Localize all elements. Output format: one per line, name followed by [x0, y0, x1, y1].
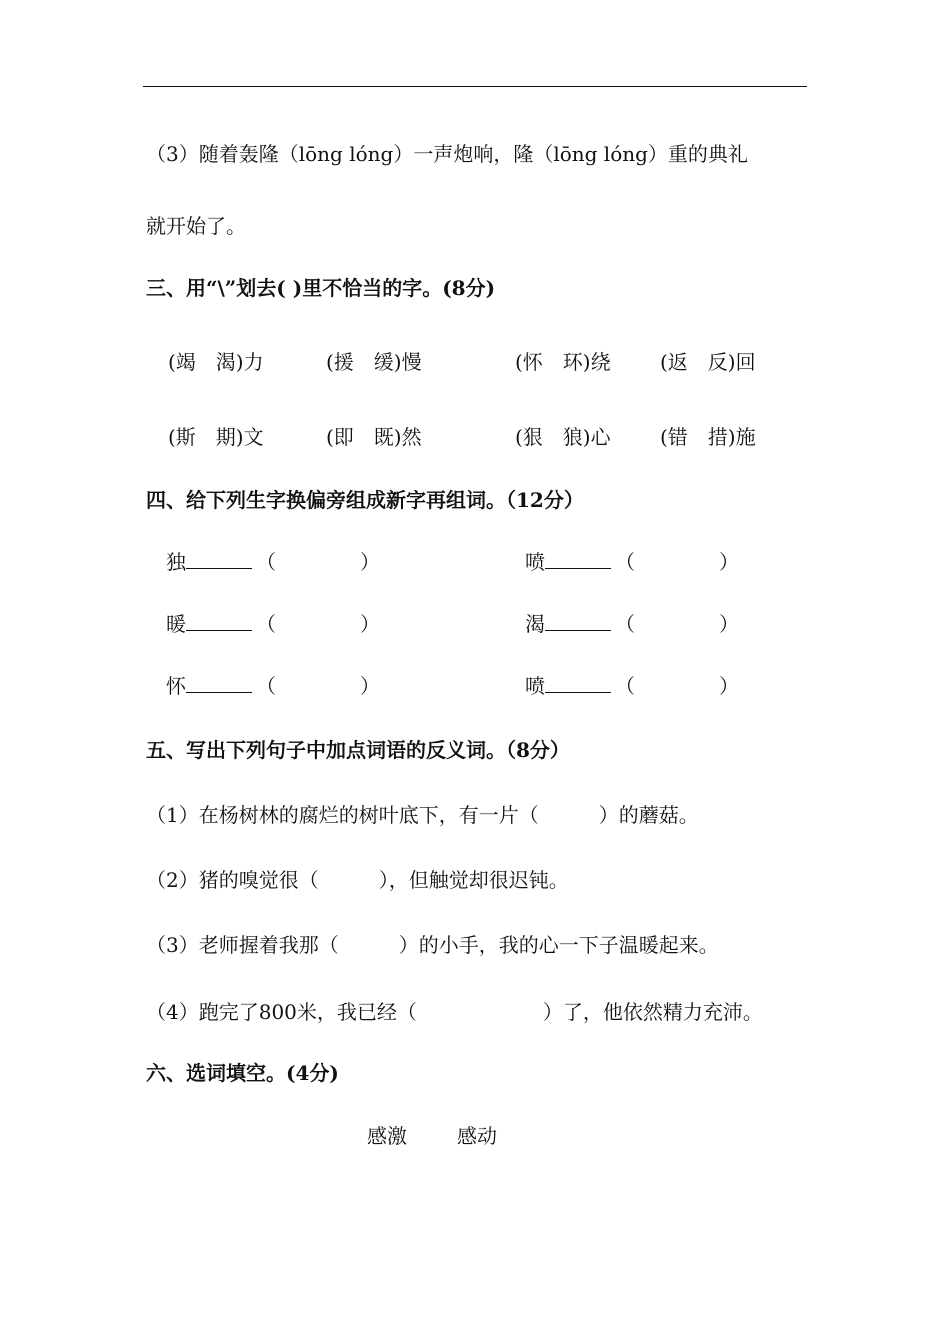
answer-blank[interactable]	[545, 672, 611, 693]
header-rule	[143, 86, 807, 87]
section4-left-char: 怀	[166, 674, 186, 698]
section4-left-row3	[166, 672, 380, 700]
q2-item3-line2: 就开始了。	[146, 214, 246, 238]
paren-open: （	[615, 550, 635, 574]
item-text-before: （4）跑完了800米，我已经（	[146, 1000, 417, 1024]
section5-heading: 五、写出下列句子中加点词语的反义词。（8分）	[146, 738, 570, 762]
paren-close: ）	[360, 674, 380, 698]
item-text-before: （3）老师握着我那（	[146, 933, 339, 957]
section5-item1	[146, 801, 699, 829]
section4-right-char: 渴	[525, 612, 545, 636]
answer-blank[interactable]	[545, 610, 611, 631]
section3-row2-item1: (斯 期)文	[168, 425, 264, 449]
answer-blank[interactable]	[545, 548, 611, 569]
item-text-after: ）的蘑菇。	[598, 803, 699, 827]
paren-open: （	[256, 612, 276, 636]
item-text-after: ）了，他依然精力充沛。	[542, 1000, 763, 1024]
section4-left-row1	[166, 548, 380, 576]
section5-item3	[146, 931, 719, 959]
section4-left-char: 独	[166, 550, 186, 574]
paren-open: （	[256, 550, 276, 574]
q2-item3-line1: （3）随着轰隆（lōng lóng）一声炮响，隆（lōng lóng）重的典礼	[146, 142, 748, 166]
section3-row1-item4: (返 反)回	[660, 350, 756, 374]
paren-close: ）	[360, 612, 380, 636]
section3-row2-item4: (错 措)施	[660, 425, 756, 449]
paren-close: ）	[719, 612, 739, 636]
section3-row1-item3: (怀 环)绕	[515, 350, 611, 374]
paren-close: ）	[719, 674, 739, 698]
section4-right-char: 喷	[525, 674, 545, 698]
paren-close: ）	[360, 550, 380, 574]
paren-open: （	[615, 612, 635, 636]
section4-right-row3	[525, 672, 739, 700]
section4-left-row2	[166, 610, 380, 638]
paren-close: ）	[719, 550, 739, 574]
item-text-after: ）的小手，我的心一下子温暖起来。	[398, 933, 719, 957]
section4-right-row2	[525, 610, 739, 638]
section6-heading: 六、选词填空。(4分)	[146, 1061, 339, 1085]
section3-heading: 三、用“\”划去( )里不恰当的字。(8分)	[146, 276, 496, 300]
answer-blank[interactable]	[186, 548, 252, 569]
section4-right-row1	[525, 548, 739, 576]
item-text-after: ），但触觉却很迟钝。	[378, 868, 569, 892]
section3-row2-item3: (狠 狼)心	[515, 425, 611, 449]
section3-row1-item2: (援 缓)慢	[326, 350, 422, 374]
section4-right-char: 喷	[525, 550, 545, 574]
item-text-before: （1）在杨树林的腐烂的树叶底下，有一片（	[146, 803, 539, 827]
section4-heading: 四、给下列生字换偏旁组成新字再组词。（12分）	[146, 488, 584, 512]
section5-item4	[146, 998, 763, 1026]
section5-item2	[146, 866, 569, 894]
word-option-1: 感激	[367, 1124, 407, 1148]
paren-open: （	[615, 674, 635, 698]
answer-blank[interactable]	[186, 672, 252, 693]
answer-blank[interactable]	[186, 610, 252, 631]
word-option-2: 感动	[457, 1124, 497, 1148]
section3-row2-item2: (即 既)然	[326, 425, 422, 449]
section4-left-char: 暖	[166, 612, 186, 636]
paren-open: （	[256, 674, 276, 698]
section3-row1-item1: (竭 渴)力	[168, 350, 264, 374]
item-text-before: （2）猪的嗅觉很（	[146, 868, 319, 892]
